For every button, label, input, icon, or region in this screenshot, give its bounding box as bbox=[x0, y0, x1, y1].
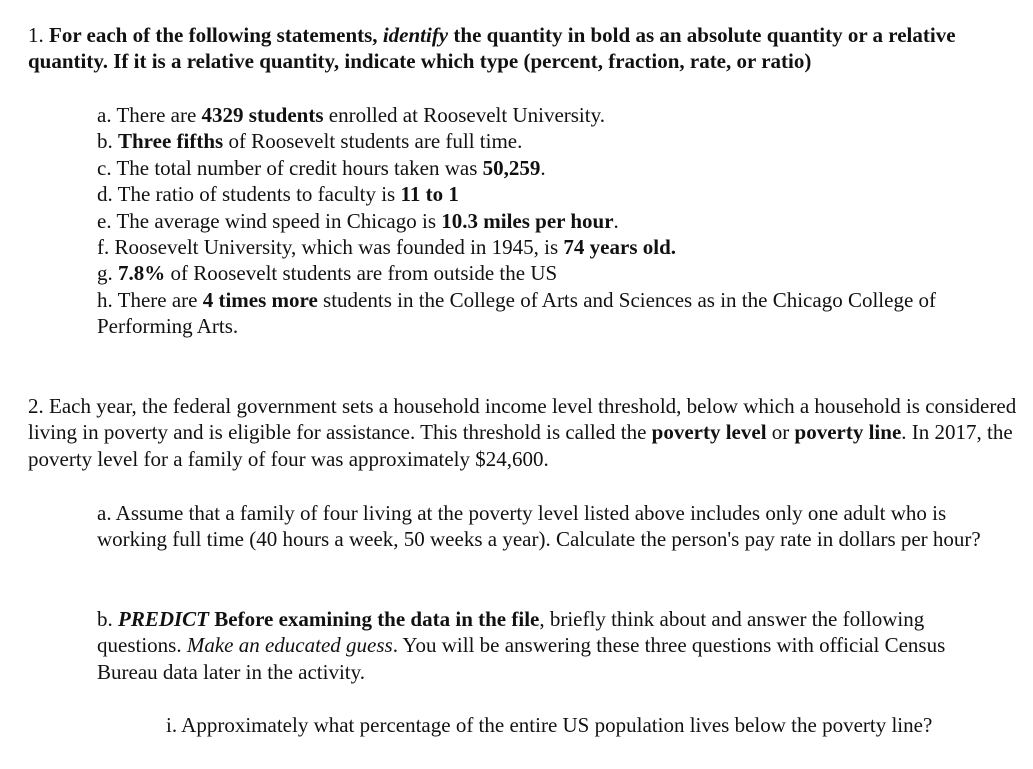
item-text: d. The ratio of students to faculty is bbox=[97, 182, 401, 207]
instruction-text: For each of the following statements, bbox=[49, 23, 383, 47]
key-term: poverty level bbox=[651, 420, 767, 445]
instruction-emphasis: identify bbox=[382, 23, 449, 47]
predict-keyword: PREDICT bbox=[118, 607, 210, 631]
item-quantity: 7.8% bbox=[118, 261, 166, 286]
item-quantity: 74 years old. bbox=[563, 235, 676, 260]
item-d bbox=[97, 181, 1017, 207]
item-quantity: 4 times more bbox=[202, 287, 318, 312]
question-1-list bbox=[97, 102, 1017, 340]
question-2b bbox=[97, 606, 1002, 685]
item-c bbox=[97, 155, 1017, 181]
instruction-text: the quantity in bold as an absolute quantity or a relative quantity. If it is a relative quantity, indicate which type (percent, fraction, rate, or ratio) bbox=[28, 23, 956, 74]
item-quantity: 50,259 bbox=[482, 155, 541, 180]
intro-text: . In 2017, the poverty level for a family of four was approximately $24,600. bbox=[28, 420, 1013, 471]
item-g bbox=[97, 260, 1017, 286]
item-text: b. bbox=[97, 129, 118, 154]
item-text: f. Roosevelt University, which was founded in 1945, is bbox=[97, 235, 564, 260]
intro-text: or bbox=[766, 420, 795, 445]
item-text: , briefly think about and answer the following questions. bbox=[97, 607, 925, 658]
item-text: h. There are bbox=[97, 287, 203, 312]
item-text: c. The total number of credit hours taken was bbox=[97, 155, 483, 180]
question-2b-i: i. Approximately what percentage of the entire US population lives below the poverty line? bbox=[166, 713, 933, 737]
key-term: poverty line bbox=[794, 420, 902, 445]
item-f bbox=[97, 234, 1017, 260]
intro-text: 2. Each year, the federal government sets a household income level threshold, below which a household is considered living in poverty and is eligible for assistance. This threshold is called the bbox=[28, 394, 1017, 445]
question-number: 1. bbox=[28, 23, 49, 47]
item-text: students in the College of Arts and Sciences as in the Chicago College of Performing Arts. bbox=[97, 287, 937, 339]
predict-instruction: Before examining the data in the file bbox=[209, 607, 540, 631]
question-2a: a. Assume that a family of four living at the poverty level listed above includes only one adult who is working full time (40 hours a week, 50 weeks a year). Calculate the person's pay rate in dollars per hour? bbox=[97, 501, 981, 552]
item-text: of Roosevelt students are full time. bbox=[223, 129, 523, 154]
item-e bbox=[97, 208, 1017, 234]
item-b bbox=[97, 128, 1017, 154]
question-1-prompt bbox=[28, 22, 1018, 75]
item-quantity: Three fifths bbox=[118, 129, 224, 154]
item-quantity: 4329 students bbox=[201, 103, 324, 127]
item-quantity: 10.3 miles per hour bbox=[441, 208, 614, 233]
item-text: . bbox=[540, 155, 546, 180]
item-text: g. bbox=[97, 261, 118, 286]
item-text: . You will be answering these three questions with official Census Bureau data later in the activity. bbox=[97, 633, 946, 684]
question-2-intro bbox=[28, 393, 1018, 472]
item-h bbox=[97, 287, 1017, 340]
predict-label bbox=[118, 607, 539, 631]
emphasis-text: Make an educated guess bbox=[186, 633, 393, 658]
item-text: a. There are bbox=[97, 103, 202, 127]
item-a bbox=[97, 102, 1017, 128]
item-quantity: 11 to 1 bbox=[400, 182, 459, 207]
item-text: of Roosevelt students are from outside the US bbox=[165, 261, 558, 286]
item-text: enrolled at Roosevelt University. bbox=[323, 103, 605, 127]
item-text: . bbox=[613, 208, 619, 233]
question-1-instruction bbox=[28, 23, 956, 73]
item-text: e. The average wind speed in Chicago is bbox=[97, 208, 442, 233]
item-text: b. bbox=[97, 607, 118, 631]
